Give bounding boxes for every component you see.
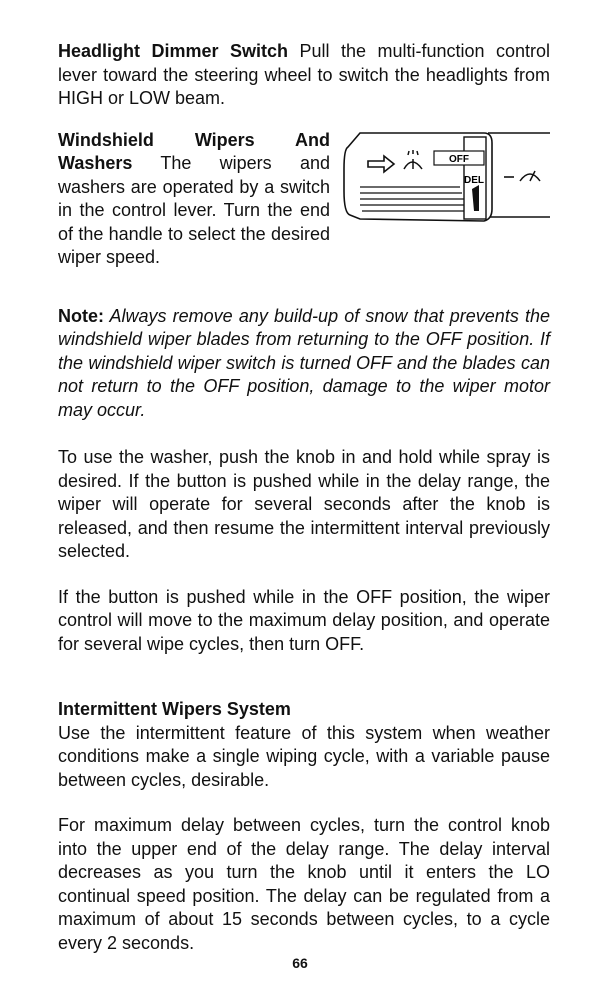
note-paragraph (58, 305, 550, 423)
note-label: Note: (58, 305, 104, 326)
wiper-section (58, 129, 550, 279)
headlight-title: Headlight Dimmer Switch (58, 41, 288, 61)
manual-page (58, 40, 550, 955)
headlight-section (58, 40, 550, 111)
wiper-icon (520, 171, 540, 181)
del-label: DEL (464, 174, 484, 186)
washer-paragraph: To use the washer, push the knob in and hold while spray is desired. If the button is pushed while in the delay range, the wiper will operate for several seconds after the knob is released, and then resume the intermittent interval previously selected. (58, 447, 550, 561)
intermittent-heading: Intermittent Wipers System (58, 699, 291, 719)
wiper-text: The wipers and washers are operated by a switch in the control lever. Turn the end of the handle to select the desired wiper speed. (58, 153, 330, 267)
wiper-lever-diagram (338, 129, 550, 239)
off-label: OFF (449, 153, 469, 165)
page-number: 66 (292, 955, 308, 971)
intermittent-paragraph: Use the intermittent feature of this system when weather conditions make a single wiping cycle, with a variable pause between cycles, desirable. (58, 722, 550, 790)
note-text: Always remove any build-up of snow that prevents the windshield wiper blades from returning to the OFF position. If the windshield wiper switch is turned OFF and the blades can not return to the OFF position, damage to the wiper motor may occur. (58, 305, 550, 420)
off-position-paragraph: If the button is pushed while in the OFF position, the wiper control will move to the maximum delay position, and operate for several wipe cycles, then turn OFF. (58, 586, 550, 654)
wiper-title: Windshield Wipers And Washers (58, 129, 330, 173)
delay-paragraph: For maximum delay between cycles, turn the control knob into the upper end of the delay range. The delay interval decreases as you turn the knob until it enters the LO continual speed position. The delay can be regulated from a maximum of about 15 seconds between cycles, to a cycle every 2 seconds. (58, 815, 550, 953)
headlight-text: Pull the multi-function control lever toward the steering wheel to switch the headlights from HIGH or LOW beam. (58, 41, 551, 108)
